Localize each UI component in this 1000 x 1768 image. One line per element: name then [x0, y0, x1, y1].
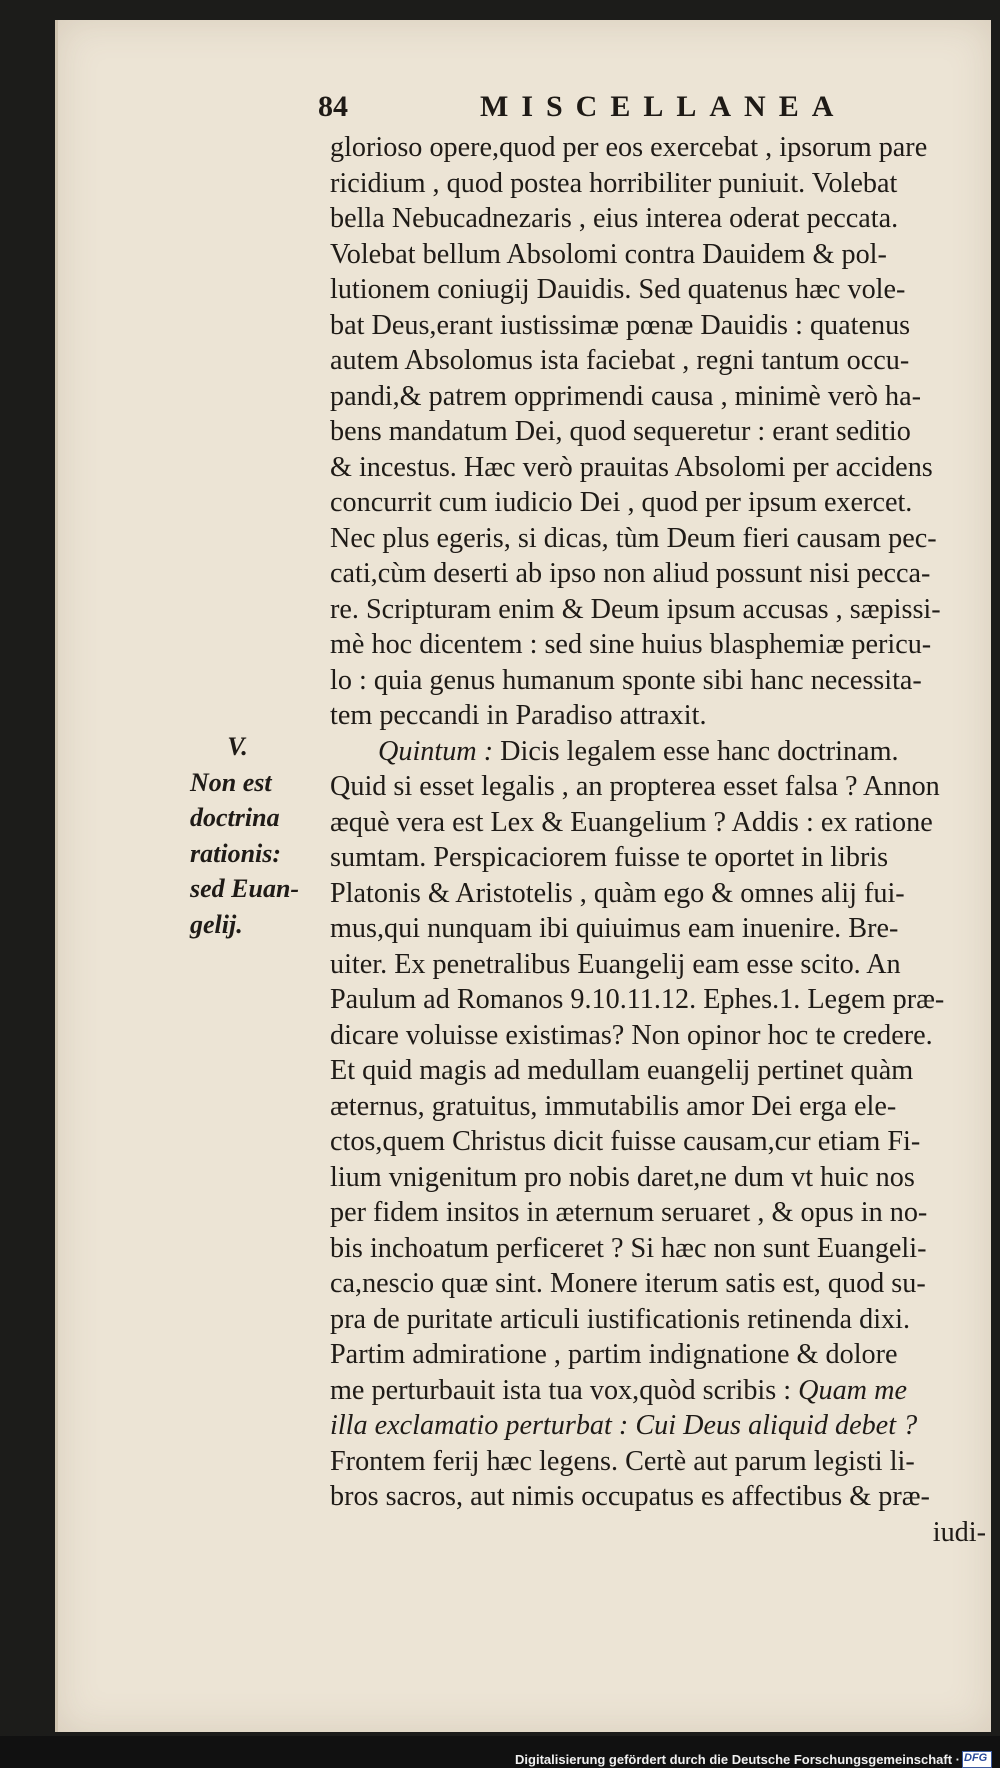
text-line: bat Deus,erant iustissimæ pœnæ Dauidis : quatenus: [330, 309, 911, 341]
text-line: sumtam. Perspicaciorem fuisse te oportet in libris: [330, 842, 889, 873]
footer-credit: Digitalisierung gefördert durch die Deutsche Forschungsgemeinschaft ·: [515, 1752, 960, 1767]
running-title: MISCELLANEA: [480, 90, 847, 123]
text-line: mè hoc dicentem : sed sine huius blasphemiæ pericu-: [330, 629, 932, 660]
margin-note-line: rationis:: [190, 838, 282, 868]
text-line: lium vnigenitum pro nobis daret,ne dum vt huic nos: [330, 1161, 915, 1193]
dfg-logo-icon: [962, 1751, 992, 1768]
margin-note-line: sed Euan-: [190, 874, 300, 903]
text-line: bella Nebucadnezaris , eius interea oderat peccata.: [330, 203, 899, 234]
dfg-logo-text: DFG: [964, 1752, 988, 1764]
text-line: ctos,quem Christus dicit fuisse causam,cur etiam Fi-: [330, 1126, 921, 1157]
text-line: [330, 734, 986, 770]
body-text: [330, 130, 986, 1550]
text-line: Partim admiratione , partim indignatione & dolore: [330, 1339, 898, 1370]
page-header: [318, 90, 847, 130]
text-line: Platonis & Aristotelis , quàm ego & omnes alij fui-: [330, 877, 905, 909]
text-line: Volebat bellum Absolomi contra Dauidem & pol-: [330, 238, 887, 270]
text-line: [330, 1373, 986, 1409]
text-line: Paulum ad Romanos 9.10.11.12. Ephes.1. Legem præ-: [330, 984, 945, 1015]
text-line: dicare voluisse existimas? Non opinor hoc te credere.: [330, 1019, 933, 1051]
text-line: autem Absolomus ista faciebat , regni tantum occu-: [330, 345, 910, 376]
text-line: cati,cùm deserti ab ipso non aliud possunt nisi pecca-: [330, 558, 931, 589]
text-line: ricidium , quod postea horribiliter puniuit. Volebat: [330, 167, 898, 199]
text-line: uiter. Ex penetralibus Euangelij eam esse scito. An: [330, 948, 901, 980]
text-line: concurrit cum iudicio Dei , quod per ipsum exercet.: [330, 487, 913, 518]
margin-note-line: gelij.: [190, 909, 243, 939]
text-line: Nec plus egeris, si dicas, tùm Deum fieri causam pec-: [330, 522, 937, 554]
text-line: glorioso opere,quod per eos exercebat , ipsorum pare: [330, 132, 928, 163]
text-line: & incestus. Hæc verò prauitas Absolomi per accidens: [330, 451, 933, 483]
margin-note: [190, 729, 315, 942]
text-line: bros sacros, aut nimis occupatus es affectibus & præ-: [330, 1481, 930, 1512]
text-line: re. Scripturam enim & Deum ipsum accusas , sæpissi-: [330, 593, 941, 625]
text-line: ca,nescio quæ sint. Monere iterum satis est, quod su-: [330, 1268, 926, 1299]
margin-note-line: doctrina: [190, 803, 280, 832]
text-line-italic: illa exclamatio perturbat : Cui Deus aliquid debet ?: [330, 1410, 918, 1441]
text-line: Et quid magis ad medullam euangelij pertinet quàm: [330, 1055, 914, 1086]
text-line: lutionem coniugij Dauidis. Sed quatenus hæc vole-: [330, 274, 906, 305]
text-line: æternus, gratuitus, immutabilis amor Dei erga ele-: [330, 1090, 897, 1122]
text-line: tem peccandi in Paradiso attraxit.: [330, 700, 707, 731]
margin-note-line: Non est: [190, 767, 272, 797]
text-line: bis inchoatum perficeret ? Si hæc non sunt Euangeli-: [330, 1232, 927, 1264]
text-line: mus,qui nunquam ibi quiuimus eam inuenire. Bre-: [330, 913, 899, 944]
text-line: bens mandatum Dei, quod sequeretur : erant seditio: [330, 416, 911, 447]
text-span: Dicis legalem esse hanc doctrinam.: [500, 735, 899, 767]
text-line: lo : quia genus humanum sponte sibi hanc necessita-: [330, 664, 922, 696]
text-line: pandi,& patrem opprimendi causa , minimè verò ha-: [330, 380, 921, 412]
italic-quintum: Quintum :: [378, 735, 494, 767]
text-line: æquè vera est Lex & Euangelium ? Addis : ex ratione: [330, 806, 933, 838]
margin-note-number: V.: [227, 732, 248, 761]
text-span: me perturbauit ista tua vox,quòd scribis :: [330, 1374, 792, 1406]
catchword: iudi-: [932, 1516, 986, 1548]
text-line: pra de puritate articuli iustificationis retinenda dixi.: [330, 1303, 911, 1335]
page-number: 84: [318, 90, 348, 123]
text-line: Frontem ferij hæc legens. Certè aut parum legisti li-: [330, 1445, 915, 1477]
text-line: Quid si esset legalis , an propterea esset falsa ? Annon: [330, 771, 940, 802]
text-line: per fidem insitos in æternum seruaret , & opus in no-: [330, 1197, 928, 1228]
italic-quam-me: Quam me: [798, 1374, 907, 1406]
